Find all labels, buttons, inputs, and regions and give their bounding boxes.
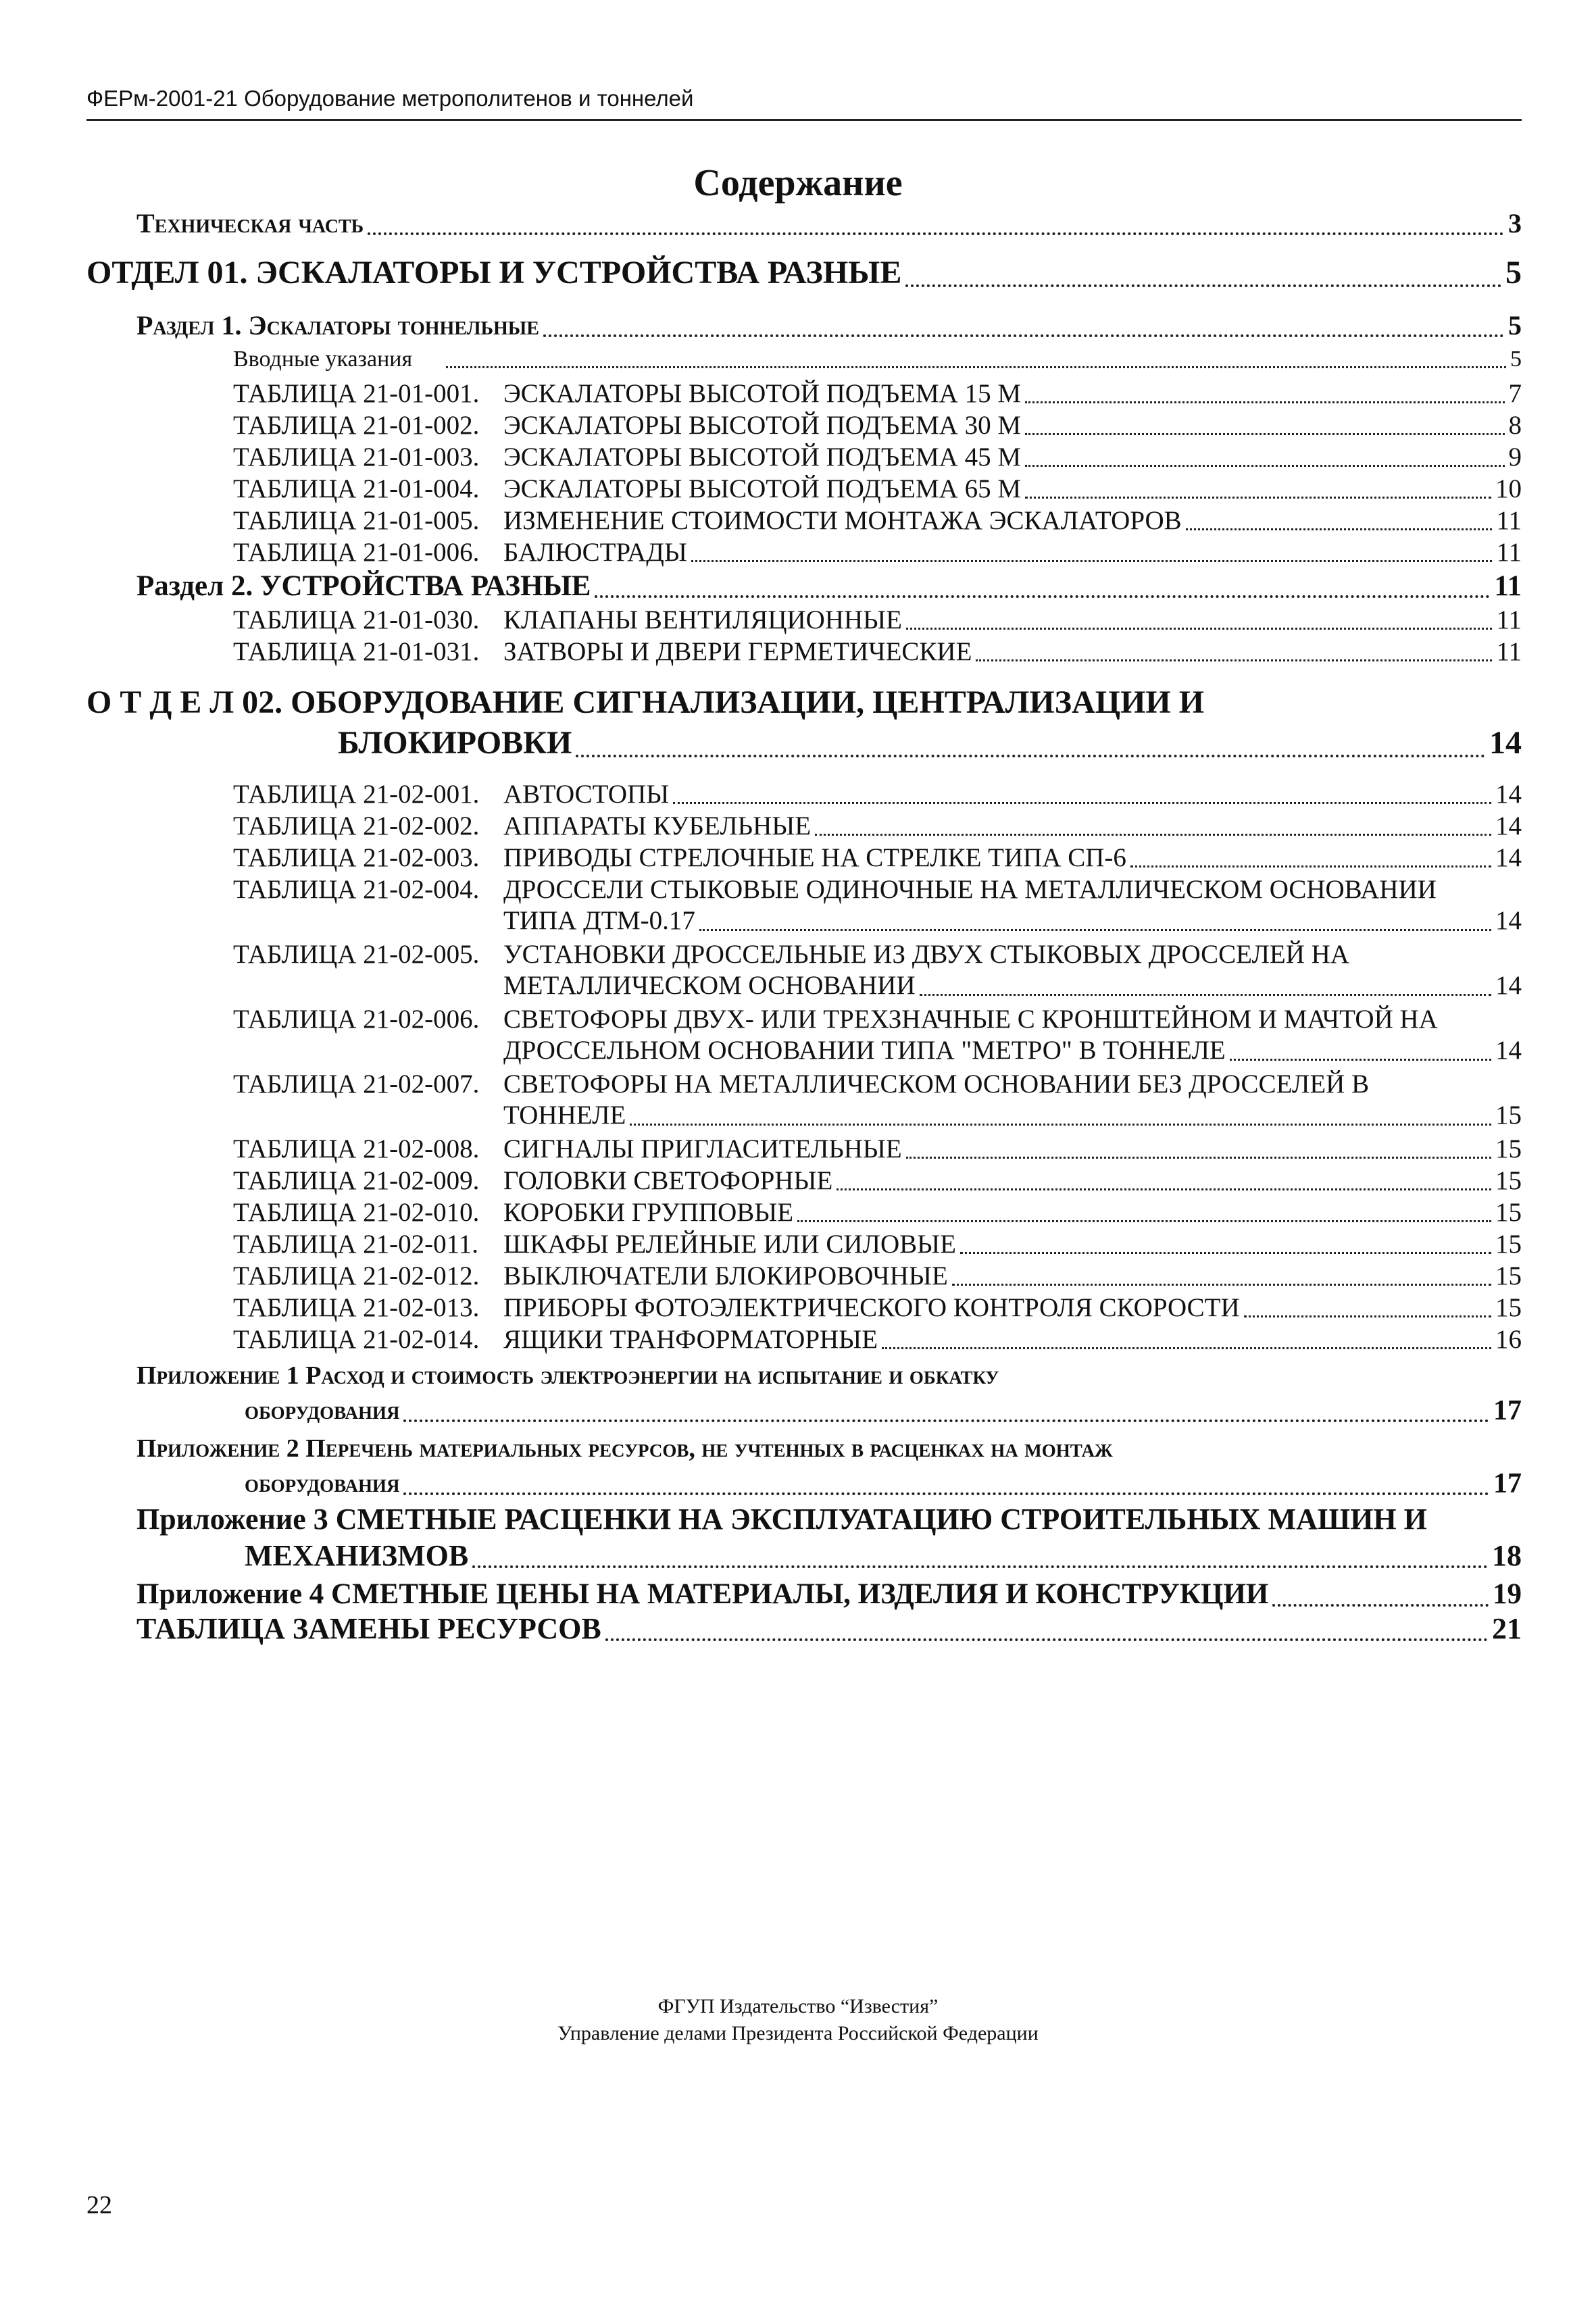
toc-entry-page: 15 [1495, 1293, 1522, 1322]
table-code: ТАБЛИЦА 21-02-013. [233, 1293, 480, 1322]
table-code: ТАБЛИЦА 21-02-011. [233, 1230, 478, 1259]
leader-dots [595, 595, 1490, 598]
toc-entry-label: Приложение 4 СМЕТНЫЕ ЦЕНЫ НА МАТЕРИАЛЫ, ИЗДЕЛИЯ И КОНСТРУКЦИИ [136, 1578, 1269, 1610]
leader-dots [1025, 497, 1491, 499]
toc-entry-label-line1: Приложение 1 Расход и стоимость электроэнергии на испытание и обкатку [136, 1361, 999, 1390]
toc-entry-page: 15 [1495, 1261, 1522, 1290]
table-title: ГОЛОВКИ СВЕТОФОРНЫЕ [503, 1166, 833, 1195]
table-title: ДРОССЕЛИ СТЫКОВЫЕ ОДИНОЧНЫЕ НА МЕТАЛЛИЧЕСКОМ ОСНОВАНИИ [503, 875, 1437, 904]
leader-dots [605, 1638, 1488, 1641]
toc-entry-page: 21 [1492, 1612, 1522, 1645]
toc-entry-page: 14 [1495, 971, 1522, 1000]
toc-entry-page: 10 [1495, 474, 1522, 503]
table-title-cont: ТОННЕЛЕ [503, 1101, 626, 1130]
toc-entry-label-line2: МЕХАНИЗМОВ [245, 1539, 469, 1572]
toc-table-21-02-014[interactable] [233, 1324, 1522, 1355]
leader-dots [472, 1565, 1488, 1568]
table-code: ТАБЛИЦА 21-02-008. [233, 1134, 480, 1163]
toc-entry-label: Раздел 2. УСТРОЙСТВА РАЗНЫЕ [136, 570, 591, 602]
leader-dots [815, 834, 1491, 836]
leader-dots [920, 994, 1491, 996]
toc-table-21-02-009[interactable] [233, 1165, 1522, 1197]
toc-entry-page: 11 [1494, 570, 1522, 602]
table-title: СВЕТОФОРЫ НА МЕТАЛЛИЧЕСКОМ ОСНОВАНИИ БЕЗ ДРОССЕЛЕЙ В [503, 1070, 1370, 1099]
leader-dots [906, 1157, 1491, 1159]
toc-table-21-02-003[interactable] [233, 842, 1522, 874]
toc-entry-label: Раздел 1. Эскалаторы тоннельные [136, 310, 539, 341]
toc-entry-page: 14 [1495, 780, 1522, 809]
publisher-footer [0, 1993, 1596, 2047]
table-code: ТАБЛИЦА 21-02-005. [233, 940, 480, 969]
leader-dots [1025, 465, 1504, 467]
toc-entry-page: 14 [1495, 906, 1522, 935]
table-title-cont: ДРОССЕЛЬНОМ ОСНОВАНИИ ТИПА "МЕТРО" В ТОННЕЛЕ [503, 1036, 1226, 1065]
leader-dots [1025, 401, 1504, 403]
toc-entry-label: Техническая часть [136, 208, 364, 238]
toc-entry-razdel-1[interactable] [136, 308, 1522, 343]
toc-entry-page: 5 [1508, 310, 1522, 341]
toc-table-21-01-002[interactable] [233, 410, 1522, 441]
header-rule [86, 119, 1522, 121]
table-code: ТАБЛИЦА 21-02-010. [233, 1198, 480, 1227]
leader-dots [1025, 433, 1504, 435]
table-code: ТАБЛИЦА 21-02-012. [233, 1261, 480, 1290]
table-code: ТАБЛИЦА 21-02-009. [233, 1166, 480, 1195]
table-title: ЯЩИКИ ТРАНФОРМАТОРНЫЕ [503, 1325, 878, 1354]
toc-entry-page: 14 [1495, 1036, 1522, 1065]
leader-dots [630, 1124, 1491, 1126]
page-number: 22 [86, 2191, 112, 2219]
table-code: ТАБЛИЦА 21-02-002. [233, 811, 480, 840]
page-title: Содержание [693, 162, 903, 204]
table-code: ТАБЛИЦА 21-02-007. [233, 1070, 480, 1099]
table-code: ТАБЛИЦА 21-02-014. [233, 1325, 480, 1354]
publisher-org: Управление делами Президента Российской Федерации [557, 2022, 1039, 2044]
table-code: ТАБЛИЦА 21-02-006. [233, 1005, 480, 1034]
toc-entry-label-line1: Приложение 2 Перечень материальных ресурсов, не учтенных в расценках на монтаж [136, 1434, 1113, 1463]
leader-dots [905, 284, 1501, 287]
toc-table-21-02-011[interactable] [233, 1229, 1522, 1260]
leader-dots [1272, 1604, 1489, 1607]
toc-entry-razdel-2[interactable] [136, 569, 1522, 604]
running-header: ФЕРм-2001-21 Оборудование метрополитенов и тоннелей [86, 86, 694, 111]
leader-dots [446, 366, 1506, 368]
table-code: ТАБЛИЦА 21-01-001. [233, 379, 480, 408]
leader-dots [403, 1492, 1489, 1495]
toc-entry-page: 14 [1495, 811, 1522, 840]
table-title-cont: ТИПА ДТМ-0.17 [503, 906, 695, 935]
toc-entry-label-line1: О Т Д Е Л 02. ОБОРУДОВАНИЕ СИГНАЛИЗАЦИИ, ЦЕНТРАЛИЗАЦИИ И [86, 684, 1205, 720]
toc-table-21-02-012[interactable] [233, 1261, 1522, 1292]
toc-table-21-02-007[interactable] [233, 1069, 1522, 1131]
toc-entry-page: 17 [1493, 1468, 1522, 1499]
toc-entry-vvodnye[interactable] [233, 345, 1522, 374]
leader-dots [960, 1252, 1491, 1254]
toc-entry-page: 5 [1510, 347, 1522, 372]
toc-table-21-02-006[interactable] [233, 1004, 1522, 1066]
leader-dots [673, 802, 1491, 804]
toc-entry-appendix-1[interactable] [136, 1358, 1522, 1428]
toc-entry-page: 15 [1495, 1166, 1522, 1195]
toc-table-21-01-030[interactable] [233, 605, 1522, 636]
toc-table-21-01-004[interactable] [233, 474, 1522, 505]
toc-entry-otdel-02[interactable] [86, 682, 1522, 763]
table-code: ТАБЛИЦА 21-01-002. [233, 411, 480, 440]
leader-dots [576, 755, 1485, 757]
leader-dots [1186, 528, 1493, 530]
toc-entry-page: 16 [1495, 1325, 1522, 1354]
table-title: ИЗМЕНЕНИЕ СТОИМОСТИ МОНТАЖА ЭСКАЛАТОРОВ [503, 506, 1182, 535]
table-title: ЭСКАЛАТОРЫ ВЫСОТОЙ ПОДЪЕМА 65 М [503, 474, 1022, 503]
table-code: ТАБЛИЦА 21-02-001. [233, 780, 480, 809]
toc-entry-page: 11 [1496, 538, 1522, 567]
toc-table-21-02-005[interactable] [233, 939, 1522, 1001]
publisher-name: ФГУП Издательство “Известия” [657, 1995, 939, 2017]
leader-dots [403, 1419, 1489, 1422]
leader-dots [952, 1284, 1491, 1286]
toc-entry-label: ОТДЕЛ 01. ЭСКАЛАТОРЫ И УСТРОЙСТВА РАЗНЫЕ [86, 255, 902, 291]
toc-entry-label-line2: оборудования [245, 1397, 400, 1425]
toc-entry-page: 14 [1495, 843, 1522, 872]
toc-table-21-02-010[interactable] [233, 1197, 1522, 1228]
table-title: КОРОБКИ ГРУППОВЫЕ [503, 1198, 794, 1227]
toc-entry-label-line1: Приложение 3 СМЕТНЫЕ РАСЦЕНКИ НА ЭКСПЛУАТАЦИЮ СТРОИТЕЛЬНЫХ МАШИН И [136, 1503, 1427, 1536]
toc-entry-page: 3 [1508, 208, 1522, 238]
leader-dots [699, 929, 1491, 931]
leader-dots [1130, 865, 1491, 867]
table-title: КЛАПАНЫ ВЕНТИЛЯЦИОННЫЕ [503, 605, 902, 634]
toc-entry-page: 9 [1508, 443, 1522, 472]
toc-entry-page: 17 [1493, 1395, 1522, 1426]
table-code: ТАБЛИЦА 21-01-003. [233, 443, 480, 472]
table-title-cont: МЕТАЛЛИЧЕСКОМ ОСНОВАНИИ [503, 971, 916, 1000]
leader-dots [837, 1188, 1491, 1190]
toc-entry-otdel-01[interactable] [86, 253, 1522, 293]
toc-entry-appendix-2[interactable] [136, 1431, 1522, 1501]
table-title: СВЕТОФОРЫ ДВУХ- ИЛИ ТРЕХЗНАЧНЫЕ С КРОНШТЕЙНОМ И МАЧТОЙ НА [503, 1005, 1438, 1034]
toc-entry-page: 15 [1495, 1134, 1522, 1163]
toc-entry-page: 11 [1496, 605, 1522, 634]
leader-dots [691, 560, 1493, 562]
table-title: ПРИБОРЫ ФОТОЭЛЕКТРИЧЕСКОГО КОНТРОЛЯ СКОРОСТИ [503, 1293, 1240, 1322]
leader-dots [906, 628, 1492, 630]
toc-entry-page: 15 [1495, 1230, 1522, 1259]
toc-entry-appendix-3[interactable] [136, 1501, 1522, 1574]
leader-dots [976, 659, 1492, 661]
toc-entry-page: 7 [1508, 379, 1522, 408]
toc-entry-appendix-4[interactable] [136, 1576, 1522, 1613]
table-code: ТАБЛИЦА 21-01-030. [233, 605, 480, 634]
leader-dots [1230, 1059, 1491, 1061]
leader-dots [368, 232, 1504, 235]
toc-table-21-01-031[interactable] [233, 636, 1522, 668]
toc-entry-page: 18 [1492, 1539, 1522, 1572]
toc-entry-page: 11 [1496, 506, 1522, 535]
leader-dots [543, 334, 1504, 337]
leader-dots [882, 1347, 1491, 1349]
toc-entry-label-line2: оборудования [245, 1469, 400, 1498]
table-code: ТАБЛИЦА 21-01-031. [233, 637, 480, 666]
table-title: АВТОСТОПЫ [503, 780, 670, 809]
toc-entry-page: 15 [1495, 1198, 1522, 1227]
table-code: ТАБЛИЦА 21-02-004. [233, 875, 480, 904]
toc-entry-replacement-table[interactable] [136, 1611, 1522, 1647]
toc-table-21-02-002[interactable] [233, 811, 1522, 842]
toc-entry-page: 8 [1508, 411, 1522, 440]
table-title: БАЛЮСТРАДЫ [503, 538, 687, 567]
table-title: ЭСКАЛАТОРЫ ВЫСОТОЙ ПОДЪЕМА 30 М [503, 411, 1022, 440]
toc-entry-page: 15 [1495, 1101, 1522, 1130]
table-title: ЗАТВОРЫ И ДВЕРИ ГЕРМЕТИЧЕСКИЕ [503, 637, 972, 666]
toc-entry-label: Вводные указания [233, 347, 413, 372]
toc-table-21-01-001[interactable] [233, 378, 1522, 409]
table-title: АППАРАТЫ КУБЕЛЬНЫЕ [503, 811, 812, 840]
table-code: ТАБЛИЦА 21-02-003. [233, 843, 480, 872]
toc-entry-page: 11 [1496, 637, 1522, 666]
toc-entry-label-line2: БЛОКИРОВКИ [338, 725, 572, 761]
toc-table-21-02-001[interactable] [233, 779, 1522, 810]
toc-table-21-01-005[interactable] [233, 505, 1522, 536]
toc-table-21-02-013[interactable] [233, 1292, 1522, 1324]
table-title: ШКАФЫ РЕЛЕЙНЫЕ ИЛИ СИЛОВЫЕ [503, 1230, 956, 1259]
toc-entry-page: 19 [1493, 1578, 1522, 1610]
toc-table-21-02-008[interactable] [233, 1134, 1522, 1165]
table-title: СИГНАЛЫ ПРИГЛАСИТЕЛЬНЫЕ [503, 1134, 902, 1163]
toc-table-21-01-003[interactable] [233, 442, 1522, 473]
toc-entry-label: ТАБЛИЦА ЗАМЕНЫ РЕСУРСОВ [136, 1612, 601, 1645]
table-title: ВЫКЛЮЧАТЕЛИ БЛОКИРОВОЧНЫЕ [503, 1261, 948, 1290]
toc-entry-tech[interactable] [136, 206, 1522, 241]
toc-entry-page: 14 [1489, 725, 1522, 761]
table-title: ЭСКАЛАТОРЫ ВЫСОТОЙ ПОДЪЕМА 45 М [503, 443, 1022, 472]
table-title: ЭСКАЛАТОРЫ ВЫСОТОЙ ПОДЪЕМА 15 М [503, 379, 1022, 408]
toc-table-21-01-006[interactable] [233, 537, 1522, 568]
toc-entry-page: 5 [1505, 255, 1522, 291]
toc-table-21-02-004[interactable] [233, 874, 1522, 936]
table-code: ТАБЛИЦА 21-01-005. [233, 506, 480, 535]
table-title: УСТАНОВКИ ДРОССЕЛЬНЫЕ ИЗ ДВУХ СТЫКОВЫХ ДРОССЕЛЕЙ НА [503, 940, 1349, 969]
table-title: ПРИВОДЫ СТРЕЛОЧНЫЕ НА СТРЕЛКЕ ТИПА СП-6 [503, 843, 1126, 872]
leader-dots [1244, 1315, 1491, 1317]
leader-dots [797, 1220, 1491, 1222]
table-code: ТАБЛИЦА 21-01-006. [233, 538, 480, 567]
table-code: ТАБЛИЦА 21-01-004. [233, 474, 480, 503]
